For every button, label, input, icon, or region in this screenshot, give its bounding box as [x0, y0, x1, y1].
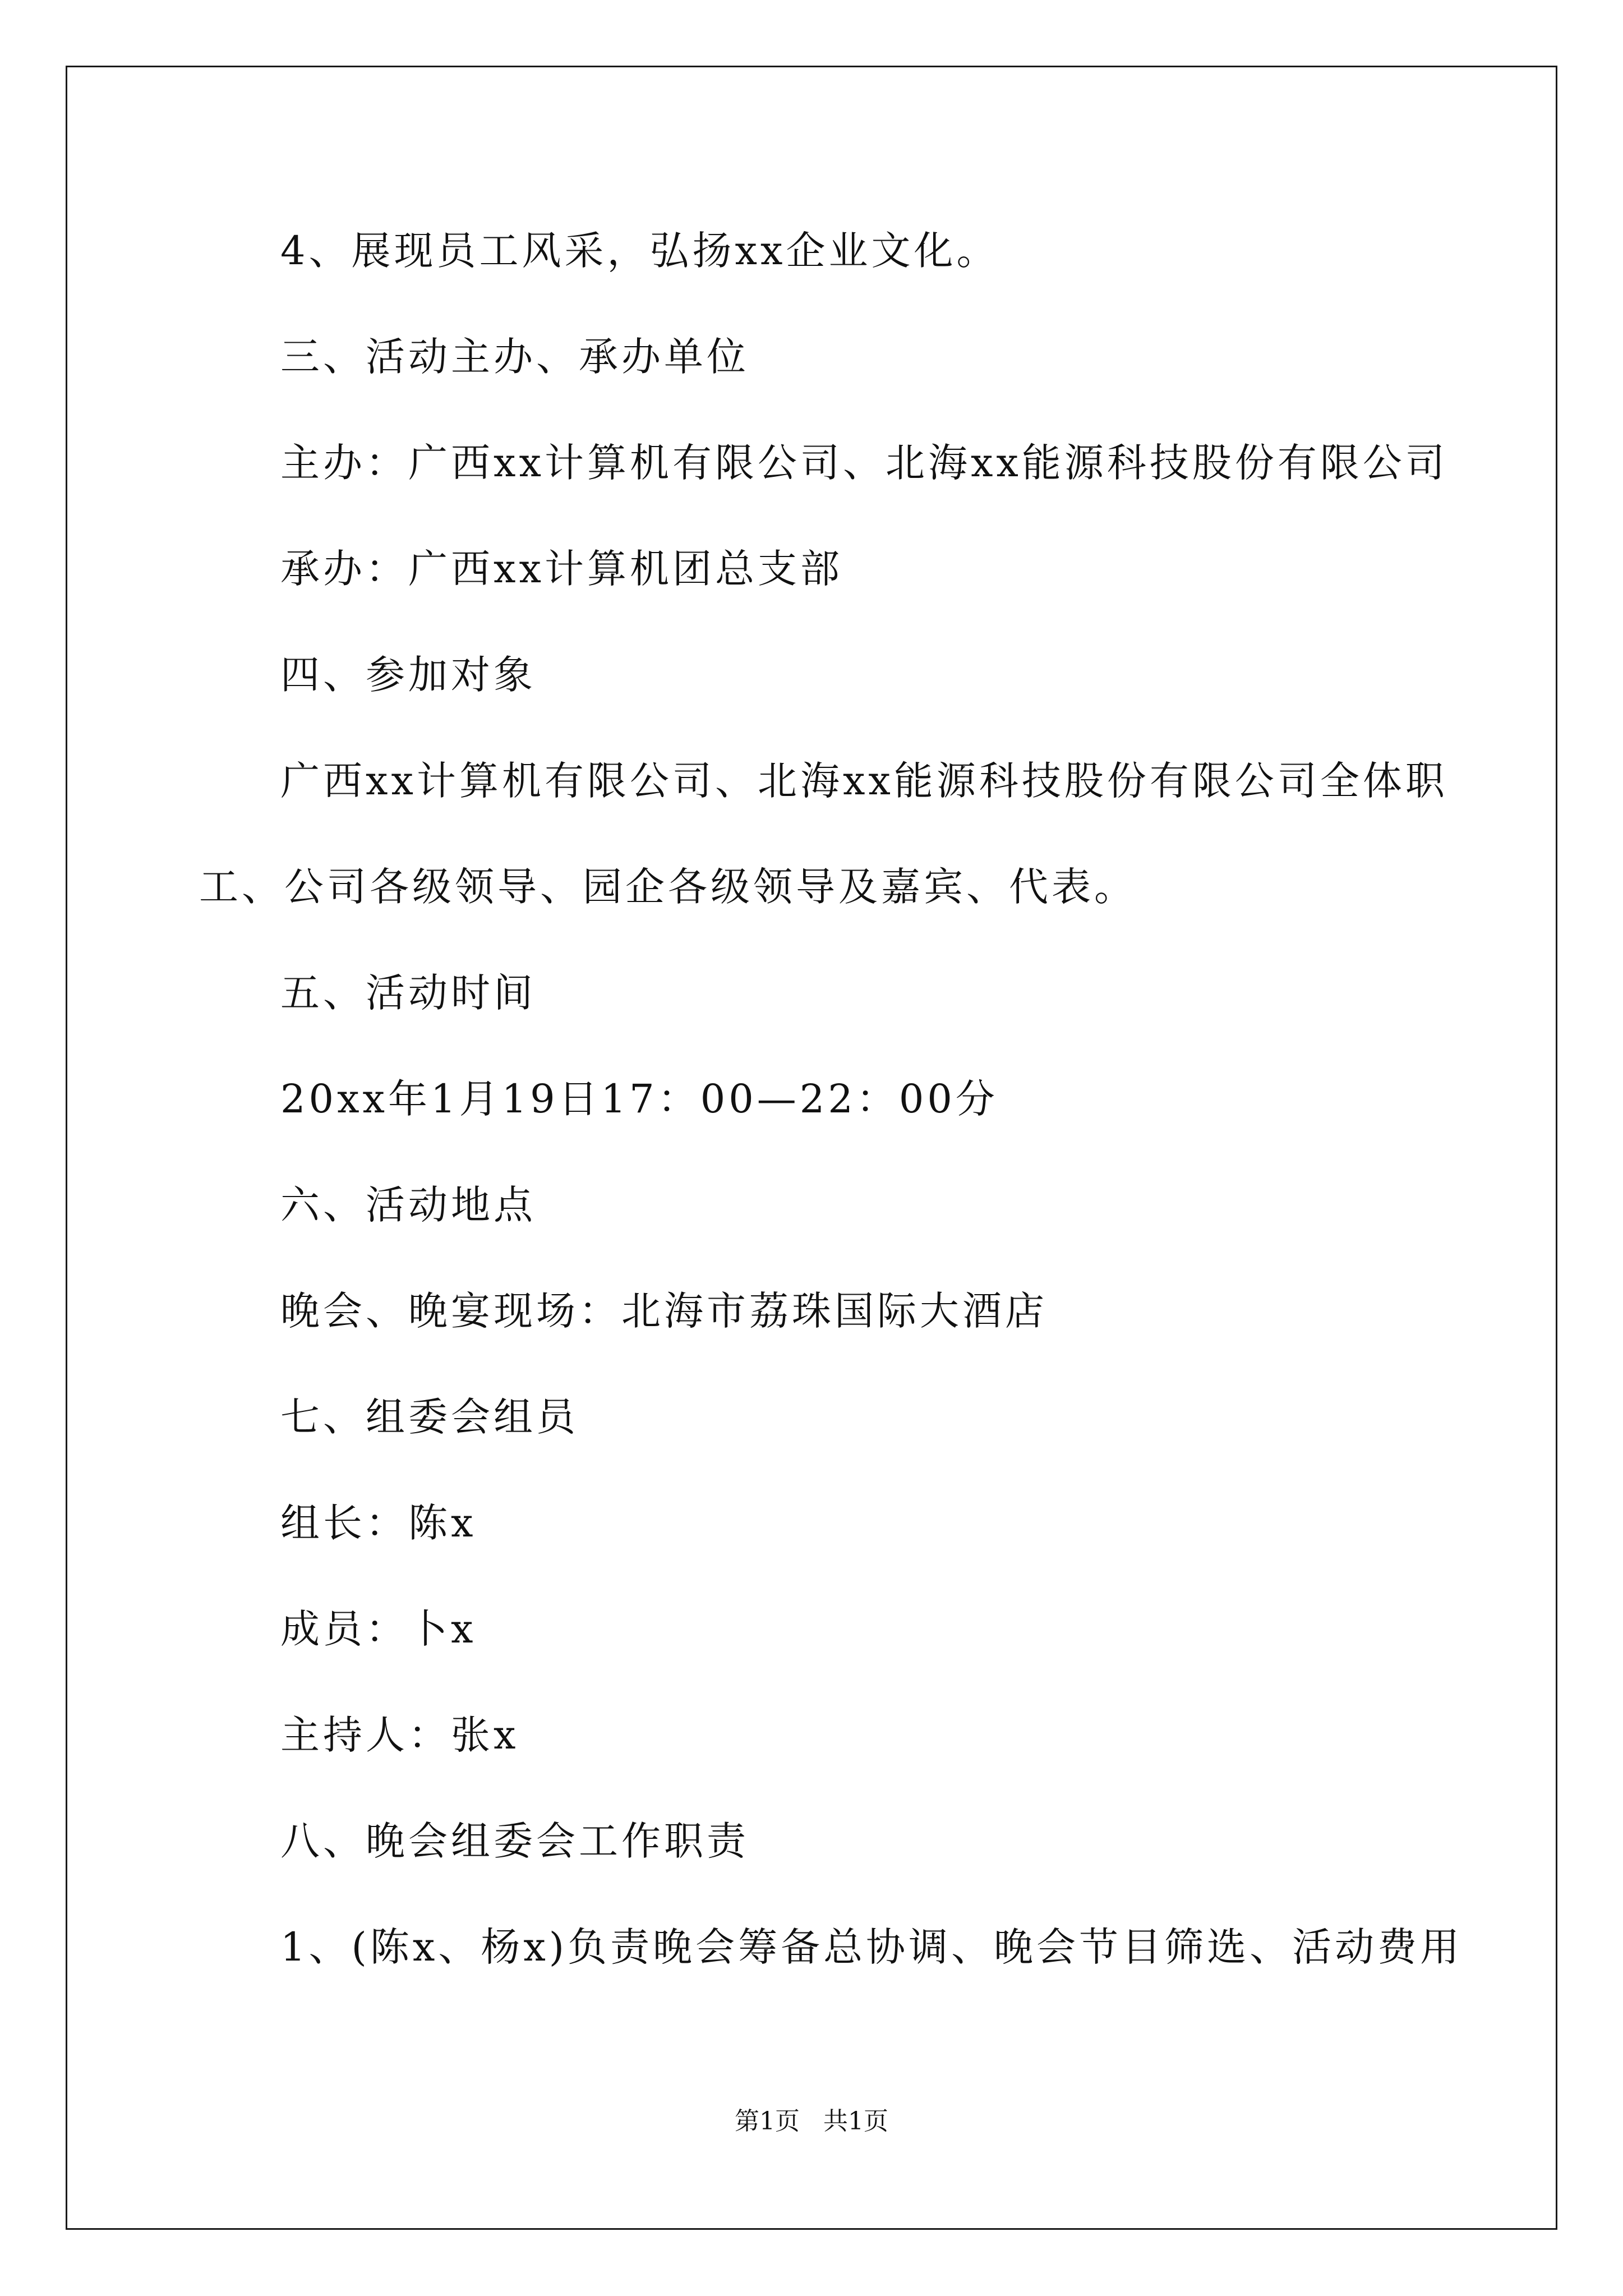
- text-line-duty-1: 1、(陈x、杨x)负责晚会筹备总协调、晚会节目筛选、活动费用: [280, 1924, 1463, 1970]
- page-border: [66, 66, 1557, 2230]
- page-footer: 第1页 共1页: [735, 2107, 888, 2136]
- text-line-host: 主办：广西xx计算机有限公司、北海xx能源科技股份有限公司: [280, 440, 1448, 486]
- section-heading-6: 六、活动地点: [280, 1182, 536, 1228]
- text-line-participants-cont: 工、公司各级领导、园企各级领导及嘉宾、代表。: [199, 864, 1137, 910]
- text-line-leader: 组长：陈x: [280, 1500, 477, 1546]
- text-line-member: 成员：卜x: [280, 1606, 477, 1652]
- text-line-venue: 晚会、晚宴现场：北海市荔珠国际大酒店: [280, 1288, 1048, 1334]
- text-line-participants: 广西xx计算机有限公司、北海xx能源科技股份有限公司全体职: [280, 758, 1448, 804]
- text-line-organizer: 承办：广西xx计算机团总支部: [280, 546, 843, 592]
- section-heading-4: 四、参加对象: [280, 652, 536, 698]
- text-line-1: 4、展现员工风采，弘扬xx企业文化。: [280, 228, 999, 274]
- section-heading-7: 七、组委会组员: [280, 1394, 579, 1440]
- text-line-host-person: 主持人：张x: [280, 1712, 519, 1758]
- section-heading-5: 五、活动时间: [280, 970, 536, 1016]
- section-heading-3: 三、活动主办、承办单位: [280, 334, 749, 380]
- text-line-time: 20xx年1月19日17：00—22：00分: [280, 1076, 998, 1122]
- section-heading-8: 八、晚会组委会工作职责: [280, 1818, 749, 1864]
